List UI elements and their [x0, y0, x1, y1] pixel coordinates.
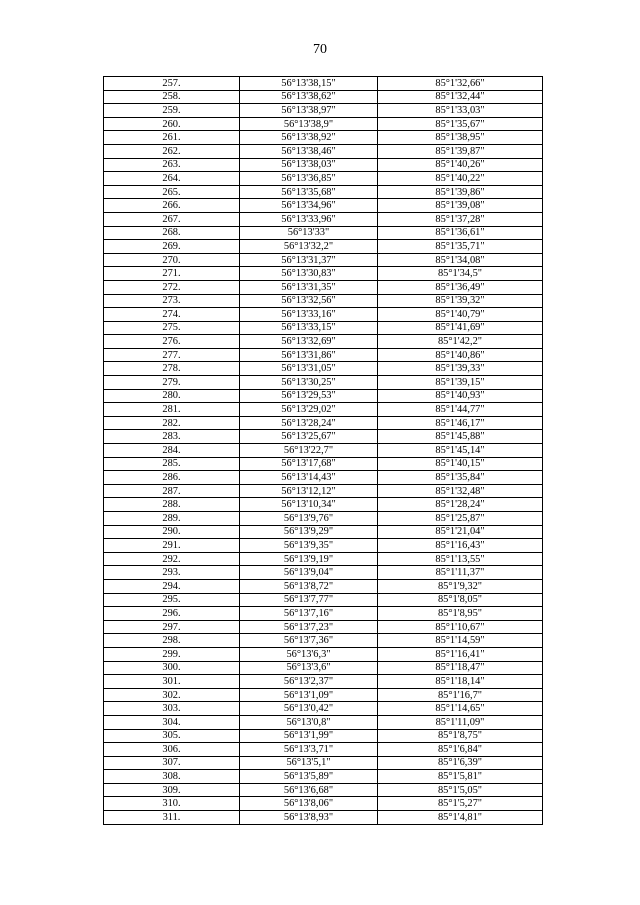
latitude-cell: 56°13'9,76": [240, 512, 378, 526]
coordinates-table: [103, 76, 543, 825]
latitude-cell: 56°13'33,96": [240, 212, 378, 226]
point-number-cell: 265.: [104, 185, 240, 199]
longitude-cell: 85°1'42,2": [378, 335, 543, 349]
point-number-cell: 296.: [104, 607, 240, 621]
point-number-cell: 267.: [104, 212, 240, 226]
point-number-cell: 303.: [104, 702, 240, 716]
longitude-cell: 85°1'33,03": [378, 104, 543, 118]
table-row: [104, 579, 543, 593]
latitude-cell: 56°13'9,04": [240, 566, 378, 580]
longitude-cell: 85°1'9,32": [378, 579, 543, 593]
longitude-cell: 85°1'28,24": [378, 498, 543, 512]
point-number-cell: 262.: [104, 144, 240, 158]
point-number-cell: 298.: [104, 634, 240, 648]
table-row: [104, 688, 543, 702]
latitude-cell: 56°13'9,29": [240, 525, 378, 539]
point-number-cell: 299.: [104, 647, 240, 661]
latitude-cell: 56°13'33": [240, 226, 378, 240]
latitude-cell: 56°13'0,8": [240, 715, 378, 729]
latitude-cell: 56°13'1,99": [240, 729, 378, 743]
latitude-cell: 56°13'32,56": [240, 294, 378, 308]
point-number-cell: 272.: [104, 280, 240, 294]
table-row: [104, 199, 543, 213]
latitude-cell: 56°13'7,16": [240, 607, 378, 621]
table-row: [104, 811, 543, 825]
table-row: [104, 253, 543, 267]
longitude-cell: 85°1'36,49": [378, 280, 543, 294]
latitude-cell: 56°13'32,2": [240, 240, 378, 254]
point-number-cell: 297.: [104, 620, 240, 634]
point-number-cell: 278.: [104, 362, 240, 376]
point-number-cell: 284.: [104, 444, 240, 458]
point-number-cell: 293.: [104, 566, 240, 580]
table-row: [104, 770, 543, 784]
point-number-cell: 274.: [104, 308, 240, 322]
longitude-cell: 85°1'32,44": [378, 90, 543, 104]
longitude-cell: 85°1'39,86": [378, 185, 543, 199]
longitude-cell: 85°1'5,05": [378, 783, 543, 797]
point-number-cell: 259.: [104, 104, 240, 118]
latitude-cell: 56°13'6,3": [240, 647, 378, 661]
point-number-cell: 287.: [104, 484, 240, 498]
table-row: [104, 593, 543, 607]
latitude-cell: 56°13'8,72": [240, 579, 378, 593]
table-row: [104, 661, 543, 675]
table-row: [104, 539, 543, 553]
point-number-cell: 279.: [104, 376, 240, 390]
point-number-cell: 295.: [104, 593, 240, 607]
point-number-cell: 309.: [104, 783, 240, 797]
latitude-cell: 56°13'2,37": [240, 675, 378, 689]
longitude-cell: 85°1'36,61": [378, 226, 543, 240]
latitude-cell: 56°13'29,02": [240, 403, 378, 417]
point-number-cell: 308.: [104, 770, 240, 784]
latitude-cell: 56°13'17,68": [240, 457, 378, 471]
point-number-cell: 302.: [104, 688, 240, 702]
longitude-cell: 85°1'6,39": [378, 756, 543, 770]
table-row: [104, 675, 543, 689]
table-row: [104, 280, 543, 294]
latitude-cell: 56°13'38,92": [240, 131, 378, 145]
point-number-cell: 264.: [104, 172, 240, 186]
table-row: [104, 702, 543, 716]
table-row: [104, 416, 543, 430]
latitude-cell: 56°13'5,89": [240, 770, 378, 784]
longitude-cell: 85°1'14,59": [378, 634, 543, 648]
latitude-cell: 56°13'1,09": [240, 688, 378, 702]
longitude-cell: 85°1'11,09": [378, 715, 543, 729]
table-row: [104, 267, 543, 281]
latitude-cell: 56°13'33,16": [240, 308, 378, 322]
point-number-cell: 289.: [104, 512, 240, 526]
latitude-cell: 56°13'31,37": [240, 253, 378, 267]
longitude-cell: 85°1'35,71": [378, 240, 543, 254]
longitude-cell: 85°1'35,84": [378, 471, 543, 485]
point-number-cell: 294.: [104, 579, 240, 593]
table-row: [104, 335, 543, 349]
point-number-cell: 263.: [104, 158, 240, 172]
table-row: [104, 348, 543, 362]
latitude-cell: 56°13'30,83": [240, 267, 378, 281]
longitude-cell: 85°1'41,69": [378, 321, 543, 335]
point-number-cell: 270.: [104, 253, 240, 267]
longitude-cell: 85°1'38,95": [378, 131, 543, 145]
latitude-cell: 56°13'10,34": [240, 498, 378, 512]
table-row: [104, 471, 543, 485]
point-number-cell: 292.: [104, 552, 240, 566]
table-row: [104, 185, 543, 199]
longitude-cell: 85°1'8,05": [378, 593, 543, 607]
longitude-cell: 85°1'6,84": [378, 743, 543, 757]
latitude-cell: 56°13'31,05": [240, 362, 378, 376]
point-number-cell: 286.: [104, 471, 240, 485]
table-row: [104, 444, 543, 458]
point-number-cell: 269.: [104, 240, 240, 254]
latitude-cell: 56°13'38,62": [240, 90, 378, 104]
point-number-cell: 266.: [104, 199, 240, 213]
longitude-cell: 85°1'16,7": [378, 688, 543, 702]
latitude-cell: 56°13'8,06": [240, 797, 378, 811]
table-row: [104, 552, 543, 566]
latitude-cell: 56°13'38,46": [240, 144, 378, 158]
point-number-cell: 271.: [104, 267, 240, 281]
latitude-cell: 56°13'14,43": [240, 471, 378, 485]
table-row: [104, 743, 543, 757]
table-row: [104, 756, 543, 770]
table-row: [104, 321, 543, 335]
latitude-cell: 56°13'8,93": [240, 811, 378, 825]
point-number-cell: 300.: [104, 661, 240, 675]
latitude-cell: 56°13'31,86": [240, 348, 378, 362]
latitude-cell: 56°13'3,6": [240, 661, 378, 675]
longitude-cell: 85°1'35,67": [378, 117, 543, 131]
point-number-cell: 260.: [104, 117, 240, 131]
table-row: [104, 620, 543, 634]
table-row: [104, 797, 543, 811]
longitude-cell: 85°1'18,47": [378, 661, 543, 675]
latitude-cell: 56°13'12,12": [240, 484, 378, 498]
table-row: [104, 389, 543, 403]
longitude-cell: 85°1'4,81": [378, 811, 543, 825]
latitude-cell: 56°13'32,69": [240, 335, 378, 349]
point-number-cell: 273.: [104, 294, 240, 308]
page-number: 70: [313, 42, 327, 57]
point-number-cell: 306.: [104, 743, 240, 757]
point-number-cell: 291.: [104, 539, 240, 553]
table-row: [104, 634, 543, 648]
table-row: [104, 212, 543, 226]
latitude-cell: 56°13'28,24": [240, 416, 378, 430]
table-row: [104, 104, 543, 118]
longitude-cell: 85°1'21,04": [378, 525, 543, 539]
longitude-cell: 85°1'37,28": [378, 212, 543, 226]
latitude-cell: 56°13'6,68": [240, 783, 378, 797]
point-number-cell: 257.: [104, 77, 240, 91]
latitude-cell: 56°13'22,7": [240, 444, 378, 458]
latitude-cell: 56°13'38,15": [240, 77, 378, 91]
table-row: [104, 498, 543, 512]
longitude-cell: 85°1'5,81": [378, 770, 543, 784]
longitude-cell: 85°1'39,15": [378, 376, 543, 390]
point-number-cell: 261.: [104, 131, 240, 145]
table-row: [104, 403, 543, 417]
longitude-cell: 85°1'32,48": [378, 484, 543, 498]
table-row: [104, 783, 543, 797]
latitude-cell: 56°13'38,03": [240, 158, 378, 172]
table-row: [104, 525, 543, 539]
latitude-cell: 56°13'31,35": [240, 280, 378, 294]
longitude-cell: 85°1'39,32": [378, 294, 543, 308]
longitude-cell: 85°1'40,15": [378, 457, 543, 471]
table-row: [104, 566, 543, 580]
longitude-cell: 85°1'8,95": [378, 607, 543, 621]
point-number-cell: 275.: [104, 321, 240, 335]
table-row: [104, 430, 543, 444]
table-row: [104, 457, 543, 471]
latitude-cell: 56°13'7,23": [240, 620, 378, 634]
longitude-cell: 85°1'39,87": [378, 144, 543, 158]
point-number-cell: 280.: [104, 389, 240, 403]
longitude-cell: 85°1'40,86": [378, 348, 543, 362]
table-row: [104, 729, 543, 743]
latitude-cell: 56°13'3,71": [240, 743, 378, 757]
point-number-cell: 290.: [104, 525, 240, 539]
longitude-cell: 85°1'11,37": [378, 566, 543, 580]
point-number-cell: 310.: [104, 797, 240, 811]
longitude-cell: 85°1'39,08": [378, 199, 543, 213]
point-number-cell: 281.: [104, 403, 240, 417]
latitude-cell: 56°13'7,77": [240, 593, 378, 607]
latitude-cell: 56°13'33,15": [240, 321, 378, 335]
table-row: [104, 512, 543, 526]
longitude-cell: 85°1'13,55": [378, 552, 543, 566]
latitude-cell: 56°13'38,9": [240, 117, 378, 131]
longitude-cell: 85°1'32,66": [378, 77, 543, 91]
table-row: [104, 362, 543, 376]
longitude-cell: 85°1'10,67": [378, 620, 543, 634]
point-number-cell: 285.: [104, 457, 240, 471]
table-row: [104, 484, 543, 498]
point-number-cell: 301.: [104, 675, 240, 689]
point-number-cell: 311.: [104, 811, 240, 825]
latitude-cell: 56°13'5,1": [240, 756, 378, 770]
longitude-cell: 85°1'34,5": [378, 267, 543, 281]
longitude-cell: 85°1'8,75": [378, 729, 543, 743]
table-row: [104, 158, 543, 172]
longitude-cell: 85°1'45,14": [378, 444, 543, 458]
longitude-cell: 85°1'46,17": [378, 416, 543, 430]
table-row: [104, 77, 543, 91]
longitude-cell: 85°1'14,65": [378, 702, 543, 716]
table-row: [104, 607, 543, 621]
latitude-cell: 56°13'30,25": [240, 376, 378, 390]
latitude-cell: 56°13'9,35": [240, 539, 378, 553]
longitude-cell: 85°1'40,79": [378, 308, 543, 322]
table-row: [104, 376, 543, 390]
latitude-cell: 56°13'35,68": [240, 185, 378, 199]
table-row: [104, 240, 543, 254]
latitude-cell: 56°13'9,19": [240, 552, 378, 566]
longitude-cell: 85°1'34,08": [378, 253, 543, 267]
longitude-cell: 85°1'39,33": [378, 362, 543, 376]
point-number-cell: 283.: [104, 430, 240, 444]
latitude-cell: 56°13'36,85": [240, 172, 378, 186]
table-row: [104, 172, 543, 186]
longitude-cell: 85°1'40,26": [378, 158, 543, 172]
point-number-cell: 282.: [104, 416, 240, 430]
latitude-cell: 56°13'38,97": [240, 104, 378, 118]
table-row: [104, 131, 543, 145]
latitude-cell: 56°13'29,53": [240, 389, 378, 403]
longitude-cell: 85°1'40,93": [378, 389, 543, 403]
latitude-cell: 56°13'25,67": [240, 430, 378, 444]
latitude-cell: 56°13'7,36": [240, 634, 378, 648]
coordinates-table-body: [104, 77, 543, 825]
table-row: [104, 226, 543, 240]
longitude-cell: 85°1'25,87": [378, 512, 543, 526]
point-number-cell: 258.: [104, 90, 240, 104]
longitude-cell: 85°1'44,77": [378, 403, 543, 417]
point-number-cell: 305.: [104, 729, 240, 743]
table-row: [104, 90, 543, 104]
table-row: [104, 294, 543, 308]
table-row: [104, 715, 543, 729]
point-number-cell: 307.: [104, 756, 240, 770]
point-number-cell: 277.: [104, 348, 240, 362]
table-row: [104, 144, 543, 158]
point-number-cell: 288.: [104, 498, 240, 512]
table-row: [104, 117, 543, 131]
point-number-cell: 276.: [104, 335, 240, 349]
longitude-cell: 85°1'16,41": [378, 647, 543, 661]
latitude-cell: 56°13'0,42": [240, 702, 378, 716]
longitude-cell: 85°1'5,27": [378, 797, 543, 811]
point-number-cell: 304.: [104, 715, 240, 729]
table-row: [104, 647, 543, 661]
point-number-cell: 268.: [104, 226, 240, 240]
longitude-cell: 85°1'18,14": [378, 675, 543, 689]
longitude-cell: 85°1'16,43": [378, 539, 543, 553]
latitude-cell: 56°13'34,96": [240, 199, 378, 213]
longitude-cell: 85°1'45,88": [378, 430, 543, 444]
longitude-cell: 85°1'40,22": [378, 172, 543, 186]
table-row: [104, 308, 543, 322]
